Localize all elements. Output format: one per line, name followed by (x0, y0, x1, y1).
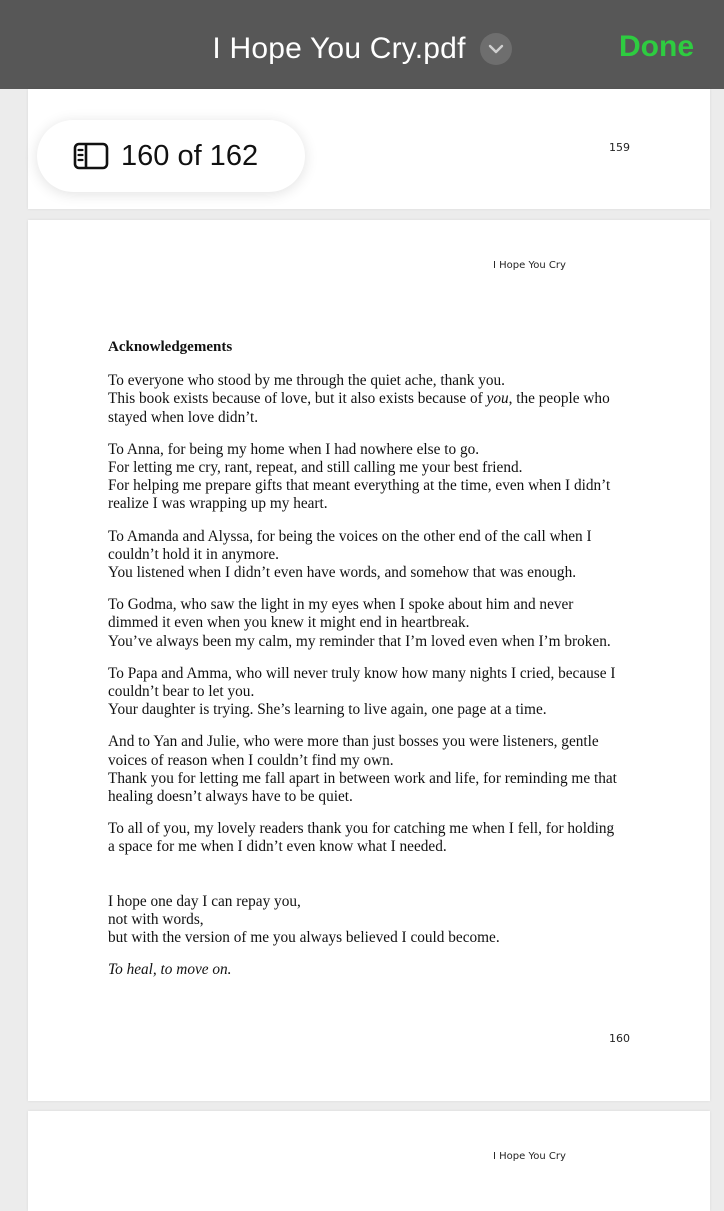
text-line: Your daughter is trying. She’s learning to live again, one page at a time. (108, 701, 547, 719)
paragraph (108, 665, 648, 720)
page-indicator[interactable] (37, 120, 305, 192)
text-line: Thank you for letting me fall apart in between work and life, for reminding me that (108, 769, 617, 787)
text-span: This book exists because of love, but it also exists because of (108, 390, 487, 408)
page-number: 159 (609, 141, 630, 154)
text-line: For helping me prepare gifts that meant everything at the time, even when I didn’t (108, 477, 611, 495)
document-title[interactable]: I Hope You Cry.pdf (212, 32, 466, 65)
text-line: To Amanda and Alyssa, for being the voices on the other end of the call when I (108, 527, 592, 545)
text-line: healing doesn’t always have to be quiet. (108, 788, 353, 806)
paragraph (108, 441, 648, 514)
text-line: dimmed it even when you knew it might end in heartbreak. (108, 614, 470, 632)
sidebar-icon (73, 142, 109, 170)
text-line: To all of you, my lovely readers thank you for catching me when I fell, for holding (108, 820, 615, 838)
text-line: couldn’t hold it in anymore. (108, 545, 279, 563)
pdf-page-current[interactable] (28, 220, 710, 1101)
running-header: I Hope You Cry (493, 1151, 566, 1162)
text-span: , the people who (508, 390, 610, 408)
page-number: 160 (609, 1032, 630, 1045)
paragraph (108, 961, 648, 979)
paragraph (108, 528, 648, 583)
text-line: To everyone who stood by me through the quiet ache, thank you. (108, 372, 505, 390)
emphasis-text: you (486, 390, 509, 408)
title-group[interactable] (0, 26, 724, 72)
text-line: realize I was wrapping up my heart. (108, 495, 328, 513)
text-line (108, 390, 648, 408)
text-line: You listened when I didn’t even have words, and somehow that was enough. (108, 564, 577, 582)
text-line: You’ve always been my calm, my reminder that I’m loved even when I’m broken. (108, 632, 611, 650)
text-line: voices of reason when I couldn’t find my own. (108, 751, 394, 769)
paragraph (108, 596, 648, 651)
title-bar (0, 0, 724, 89)
paragraph (108, 893, 648, 948)
closing-line: To heal, to move on. (108, 961, 232, 979)
section-heading: Acknowledgements (108, 339, 233, 355)
done-button[interactable]: Done (619, 30, 694, 63)
text-line: stayed when love didn’t. (108, 408, 259, 426)
text-line: I hope one day I can repay you, (108, 892, 301, 910)
chevron-down-icon[interactable] (480, 33, 512, 65)
text-line: To Anna, for being my home when I had nowhere else to go. (108, 440, 480, 458)
paragraph (108, 372, 648, 427)
text-line: a space for me when I didn’t even know what I needed. (108, 838, 447, 856)
text-line: And to Yan and Julie, who were more than just bosses you were listeners, gentle (108, 733, 599, 751)
text-line: To Papa and Amma, who will never truly know how many nights I cried, because I (108, 664, 616, 682)
page-indicator-label: 160 of 162 (121, 139, 259, 172)
pdf-page-next[interactable] (28, 1111, 710, 1211)
text-line: To Godma, who saw the light in my eyes when I spoke about him and never (108, 596, 574, 614)
page-body (108, 338, 648, 993)
text-line: couldn’t bear to let you. (108, 683, 255, 701)
paragraph (108, 733, 648, 806)
text-line: but with the version of me you always believed I could become. (108, 929, 500, 947)
running-header: I Hope You Cry (493, 260, 566, 271)
text-line: For letting me cry, rant, repeat, and still calling me your best friend. (108, 459, 523, 477)
paragraph (108, 820, 648, 856)
text-line: not with words, (108, 910, 204, 928)
